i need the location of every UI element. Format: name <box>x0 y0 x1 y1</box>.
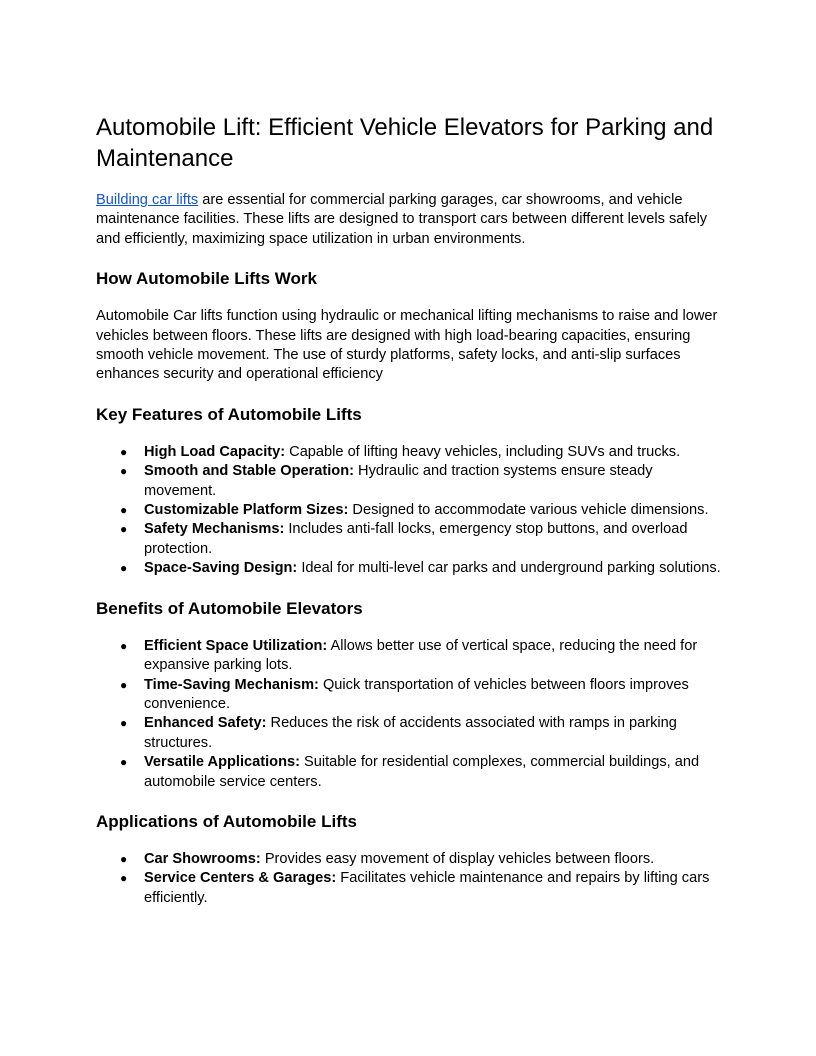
list-item-text: Suitable for residential complexes, commercial buildings, and automobile service centers. <box>144 754 700 790</box>
bullet-icon: ● <box>120 871 128 886</box>
list-item <box>96 501 726 520</box>
list-item-label: Service Centers & Garages: <box>144 870 337 887</box>
bullet-icon: ● <box>120 561 128 576</box>
bullet-icon: ● <box>120 522 128 537</box>
list-item <box>96 869 726 908</box>
list-item-label: Enhanced Safety: <box>144 715 267 732</box>
bullet-icon: ● <box>120 444 128 459</box>
intro-paragraph <box>96 191 726 249</box>
list-item-text: Hydraulic and traction systems ensure steady movement. <box>144 463 653 499</box>
list-item-label: High Load Capacity: <box>144 443 286 460</box>
list-item-label: Car Showrooms: <box>144 850 261 867</box>
list-item <box>96 850 726 869</box>
list-item <box>96 443 726 462</box>
bullet-icon: ● <box>120 503 128 518</box>
bullet-icon: ● <box>120 677 128 692</box>
key-features-list <box>96 443 726 579</box>
list-item-label: Smooth and Stable Operation: <box>144 463 354 480</box>
list-item <box>96 714 726 753</box>
bullet-icon: ● <box>120 851 128 866</box>
benefits-list <box>96 637 726 792</box>
list-item-label: Safety Mechanisms: <box>144 521 285 538</box>
section-paragraph-how-lifts-work: Automobile Car lifts function using hydraulic or mechanical lifting mechanisms to raise and lower vehicles between floors. These lifts are designed with high load-bearing capacities, ensuring smooth vehicle movement. The use of sturdy platforms, safety locks, and anti-slip surfaces enhances security and operational efficiency <box>96 308 718 383</box>
list-item <box>96 462 726 501</box>
list-item-text: Reduces the risk of accidents associated with ramps in parking structures. <box>144 715 677 751</box>
building-car-lifts-link[interactable]: Building car lifts <box>96 192 199 208</box>
section-heading-how-lifts-work: How Automobile Lifts Work <box>96 269 317 289</box>
list-item-label: Space-Saving Design: <box>144 560 298 577</box>
document-page <box>96 112 726 908</box>
list-item-text: Designed to accommodate various vehicle dimensions. <box>348 502 709 519</box>
list-item-label: Versatile Applications: <box>144 754 300 771</box>
intro-text: are essential for commercial parking garages, car showrooms, and vehicle maintenance facilities. These lifts are designed to transport cars between different levels safely and efficiently, maximizing space utilization in urban environments. <box>96 192 708 247</box>
list-item-label: Customizable Platform Sizes: <box>144 502 349 519</box>
list-item-text: Facilitates vehicle maintenance and repairs by lifting cars efficiently. <box>144 870 710 906</box>
section-heading-key-features: Key Features of Automobile Lifts <box>96 404 362 424</box>
list-item-text: Ideal for multi-level car parks and underground parking solutions. <box>297 560 721 577</box>
list-item <box>96 559 726 578</box>
list-item-text: Provides easy movement of display vehicles between floors. <box>260 850 655 867</box>
list-item-text: Capable of lifting heavy vehicles, including SUVs and trucks. <box>285 443 681 460</box>
list-item <box>96 676 726 715</box>
list-item <box>96 637 726 676</box>
list-item-text: Allows better use of vertical space, reducing the need for expansive parking lots. <box>144 637 698 674</box>
bullet-icon: ● <box>120 716 128 731</box>
page-title: Automobile Lift: Efficient Vehicle Elevators for Parking and Maintenance <box>96 114 714 172</box>
list-item-label: Efficient Space Utilization: <box>144 637 328 654</box>
bullet-icon: ● <box>120 464 128 479</box>
section-heading-benefits: Benefits of Automobile Elevators <box>96 598 363 618</box>
list-item <box>96 520 726 559</box>
list-item-text: Quick transportation of vehicles between floors improves convenience. <box>144 676 689 712</box>
bullet-icon: ● <box>120 755 128 770</box>
list-item-label: Time-Saving Mechanism: <box>144 676 319 693</box>
list-item-text: Includes anti-fall locks, emergency stop buttons, and overload protection. <box>144 521 688 557</box>
bullet-icon: ● <box>120 638 128 653</box>
list-item <box>96 753 726 792</box>
section-heading-applications: Applications of Automobile Lifts <box>96 811 357 831</box>
applications-list <box>96 850 726 908</box>
